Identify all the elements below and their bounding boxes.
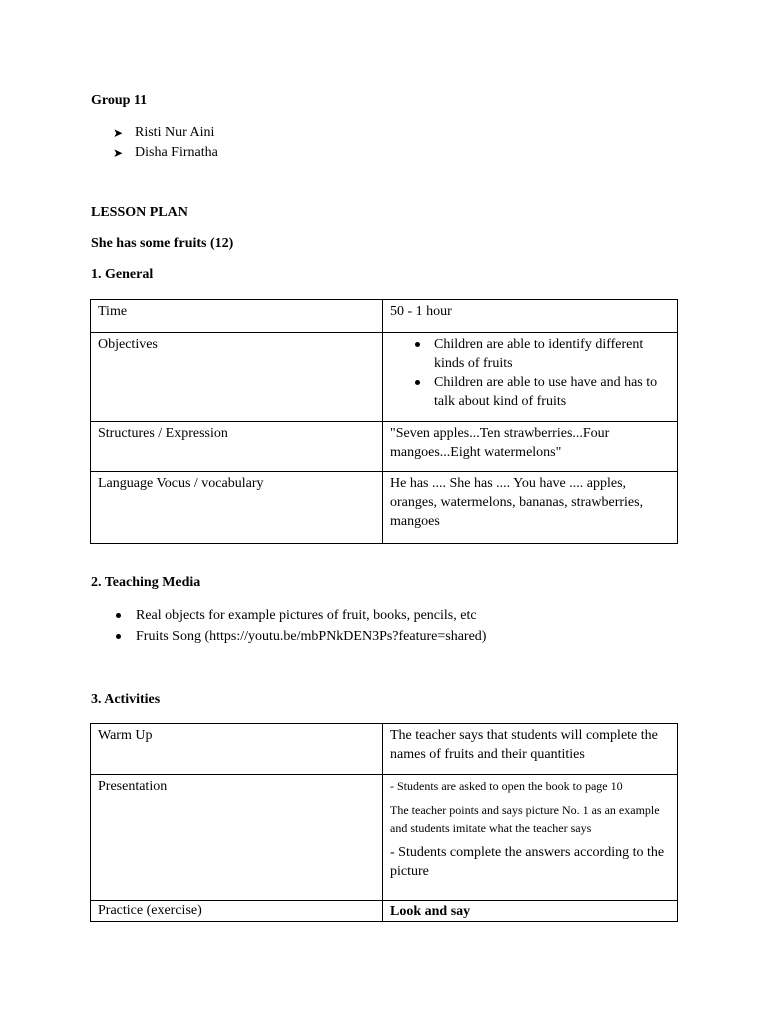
list-item	[113, 143, 218, 163]
table-cell-label: Warm Up	[91, 724, 383, 775]
group-title: Group 11	[91, 93, 148, 108]
lesson-subtitle: She has some fruits (12)	[91, 236, 234, 251]
table-cell-label: Presentation	[91, 775, 383, 901]
table-cell-value: The teacher says that students will complete the names of fruits and their quantities	[383, 724, 678, 775]
table-cell-value: Look and say	[383, 901, 678, 922]
section-media-heading: 2. Teaching Media	[91, 575, 201, 590]
general-table	[90, 299, 678, 544]
doc-title: LESSON PLAN	[91, 205, 188, 220]
presentation-step: The teacher points and says picture No. 1 as an example and students imitate what the teacher says	[390, 803, 660, 835]
arrow-bullet-icon: ➤	[113, 145, 124, 160]
table-cell-value: 50 - 1 hour	[383, 300, 678, 333]
objectives-list	[390, 335, 670, 411]
table-row	[91, 300, 678, 333]
table-cell-label: Practice (exercise)	[91, 901, 383, 922]
table-row	[91, 333, 678, 422]
presentation-step: - Students complete the answers according to the picture	[390, 845, 665, 879]
table-cell-label: Objectives	[91, 333, 383, 422]
section-activities-heading: 3. Activities	[91, 692, 161, 707]
list-item: Fruits Song (https://youtu.be/mbPNkDEN3Ps?feature=shared)	[113, 626, 486, 647]
table-cell-label: Language Vocus / vocabulary	[91, 472, 383, 544]
table-row	[91, 724, 678, 775]
table-cell-label: Structures / Expression	[91, 422, 383, 472]
member-list	[113, 123, 218, 163]
table-cell-value	[383, 775, 678, 901]
table-cell-value: "Seven apples...Ten strawberries...Four mangoes...Eight watermelons"	[383, 422, 678, 472]
member-name: Risti Nur Aini	[135, 125, 215, 140]
table-row	[91, 472, 678, 544]
table-row	[91, 422, 678, 472]
list-item: Real objects for example pictures of fruit, books, pencils, etc	[113, 605, 486, 626]
table-row	[91, 901, 678, 922]
list-item: Children are able to use have and has to talk about kind of fruits	[434, 373, 670, 411]
list-item	[113, 123, 218, 143]
presentation-step: - Students are asked to open the book to page 10	[390, 779, 623, 793]
activities-table	[90, 723, 678, 922]
arrow-bullet-icon: ➤	[113, 125, 124, 140]
table-cell-value	[383, 333, 678, 422]
table-row	[91, 775, 678, 901]
list-item: Children are able to identify different kinds of fruits	[434, 335, 670, 373]
media-list	[113, 605, 486, 647]
section-general-heading: 1. General	[91, 267, 154, 282]
member-name: Disha Firnatha	[135, 145, 218, 160]
table-cell-label: Time	[91, 300, 383, 333]
table-cell-value: He has .... She has .... You have .... apples, oranges, watermelons, bananas, strawberries, mangoes	[383, 472, 678, 544]
